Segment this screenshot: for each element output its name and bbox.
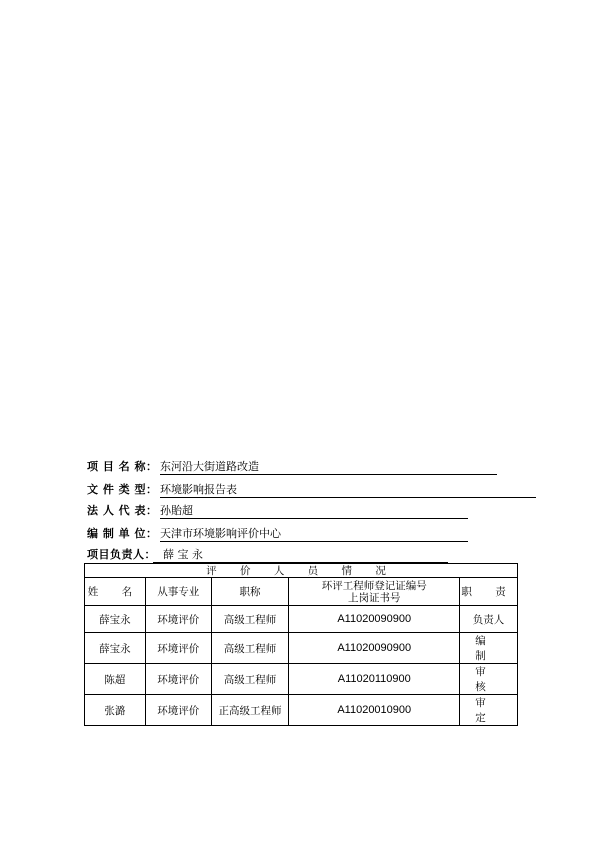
cell-cert: A11020110900 bbox=[289, 664, 460, 695]
header-title: 职称 bbox=[211, 578, 289, 606]
cell-name: 陈超 bbox=[85, 664, 146, 695]
legal-rep-label: 法 人 代 表： bbox=[87, 504, 158, 517]
cell-name: 张潞 bbox=[85, 695, 146, 726]
header-name: 姓 名 bbox=[85, 578, 146, 606]
cell-specialty: 环境评价 bbox=[145, 606, 211, 633]
cell-cert: A11020090900 bbox=[289, 633, 460, 664]
project-name-underline bbox=[160, 474, 497, 475]
cell-cert: A11020090900 bbox=[289, 606, 460, 633]
legal-rep-value: 孙貽超 bbox=[160, 504, 193, 517]
cell-title: 正高级工程师 bbox=[211, 695, 289, 726]
cell-duty: 审 核 bbox=[460, 664, 518, 695]
staff-table-title-row bbox=[85, 564, 518, 578]
leader-label: 项目负责人： bbox=[87, 548, 156, 561]
table-row bbox=[85, 633, 518, 664]
file-type-label: 文 件 类 型： bbox=[87, 483, 158, 496]
table-row bbox=[85, 664, 518, 695]
cell-duty: 编 制 bbox=[460, 633, 518, 664]
cell-specialty: 环境评价 bbox=[145, 695, 211, 726]
header-cert bbox=[289, 578, 460, 606]
compiler-underline bbox=[160, 541, 468, 542]
cell-cert: A11020010900 bbox=[289, 695, 460, 726]
file-type-underline bbox=[160, 497, 536, 498]
cell-duty: 审 定 bbox=[460, 695, 518, 726]
project-name-value: 东河沿大街道路改造 bbox=[160, 460, 259, 473]
header-duty: 职 责 bbox=[460, 578, 518, 606]
cell-specialty: 环境评价 bbox=[145, 664, 211, 695]
cell-specialty: 环境评价 bbox=[145, 633, 211, 664]
cell-duty: 负责人 bbox=[460, 606, 518, 633]
compiler-value: 天津市环境影响评价中心 bbox=[160, 527, 281, 540]
header-cert-line1: 环评工程师登记证编号 bbox=[321, 579, 427, 592]
cell-title: 高级工程师 bbox=[211, 664, 289, 695]
project-name-label: 项 目 名 称： bbox=[87, 460, 158, 473]
staff-table-header-row bbox=[85, 578, 518, 606]
cell-name: 薛宝永 bbox=[85, 606, 146, 633]
legal-rep-underline bbox=[160, 518, 468, 519]
cell-title: 高级工程师 bbox=[211, 606, 289, 633]
header-specialty: 从事专业 bbox=[145, 578, 211, 606]
compiler-label: 编 制 单 位： bbox=[87, 527, 158, 540]
table-row bbox=[85, 606, 518, 633]
header-cert-line2: 上岗证书号 bbox=[348, 591, 401, 604]
staff-table-title: 评 价 人 员 情 况 bbox=[85, 564, 518, 578]
cell-name: 薛宝永 bbox=[85, 633, 146, 664]
cell-title: 高级工程师 bbox=[211, 633, 289, 664]
file-type-value: 环境影响报告表 bbox=[160, 483, 237, 496]
table-row bbox=[85, 695, 518, 726]
leader-value: 薛 宝 永 bbox=[163, 548, 203, 561]
staff-table bbox=[84, 563, 518, 726]
